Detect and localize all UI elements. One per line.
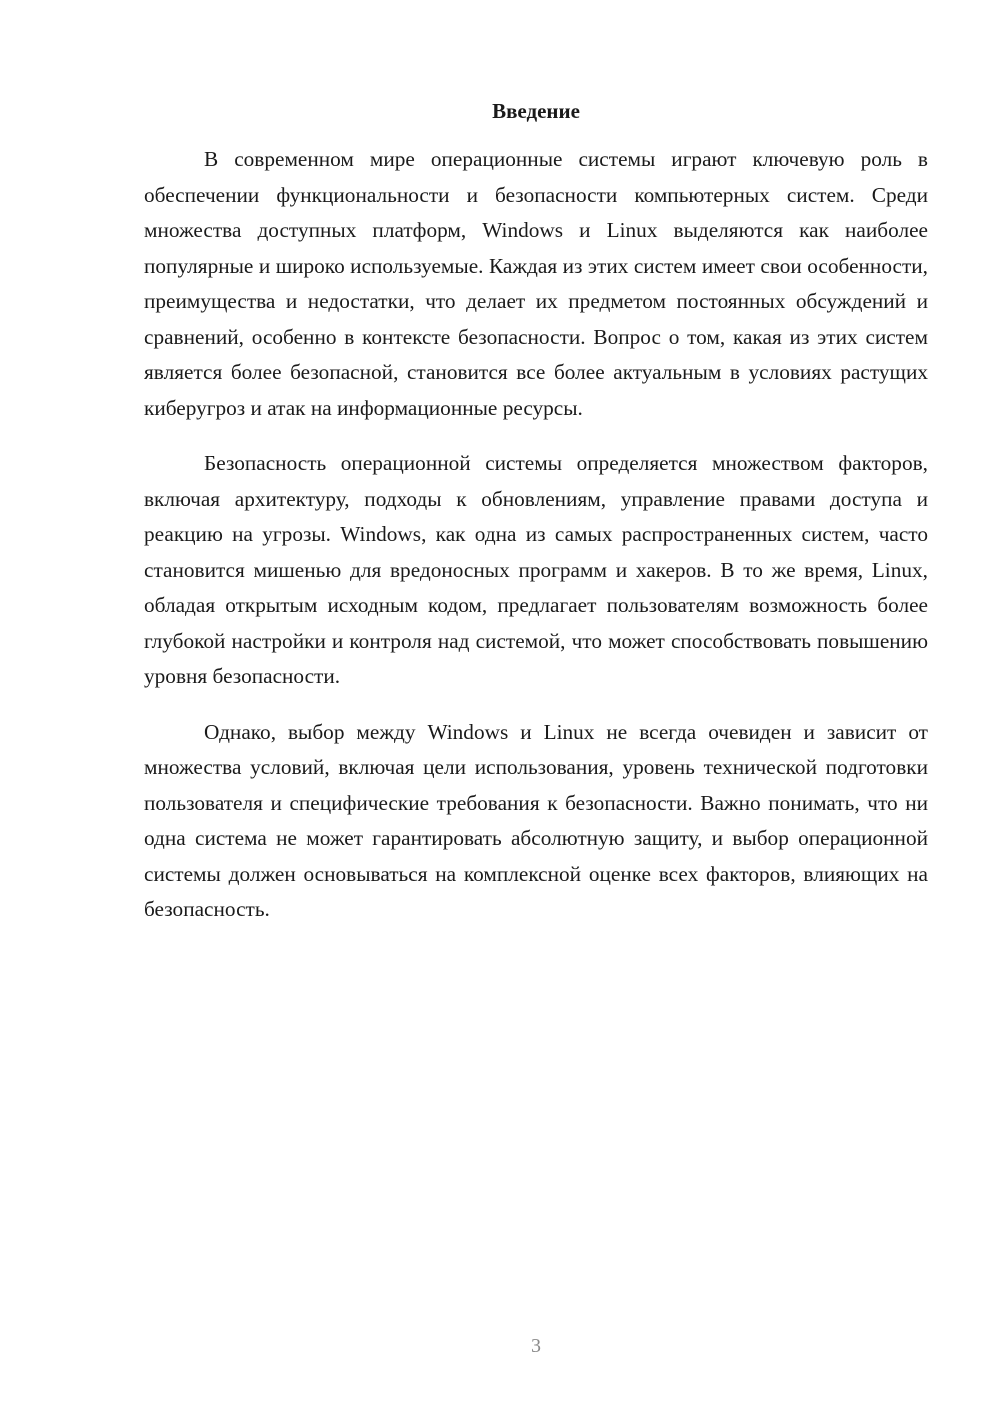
paragraph-2: Безопасность операционной системы определяется множеством факторов, включая архитектуру, подходы к обновлениям, управление правами доступа и реакцию на угрозы. Windows, как одна из самых распространенных систем, часто становится мишенью для вредоносных программ и хакеров. В то же время, Linux, обладая открытым исходным кодом, предлагает пользователям возможность более глубокой настройки и контроля над системой, что может способствовать повышению уровня безопасности. (144, 451, 928, 688)
page-title: Введение (492, 99, 580, 123)
paragraph-1: В современном мире операционные системы играют ключевую роль в обеспечении функциональности и безопасности компьютерных систем. Среди множества доступных платформ, Windows и Linux выделяются как наиболее популярные и широко используемые. Каждая из этих систем имеет свои особенности, преимущества и недостатки, что делает их предметом постоянных обсуждений и сравнений, особенно в контексте безопасности. Вопрос о том, какая из этих систем является более безопасной, становится все более актуальным в условиях растущих киберугроз и атак на информационные ресурсы. (144, 147, 928, 420)
paragraph-3: Однако, выбор между Windows и Linux не всегда очевиден и зависит от множества условий, включая цели использования, уровень технической подготовки пользователя и специфические требования к безопасности. Важно понимать, что ни одна система не может гарантировать абсолютную защиту, и выбор операционной системы должен основываться на комплексной оценке всех факторов, влияющих на безопасность. (144, 719, 928, 921)
body-text (144, 142, 928, 948)
page-number: 3 (531, 1335, 541, 1357)
